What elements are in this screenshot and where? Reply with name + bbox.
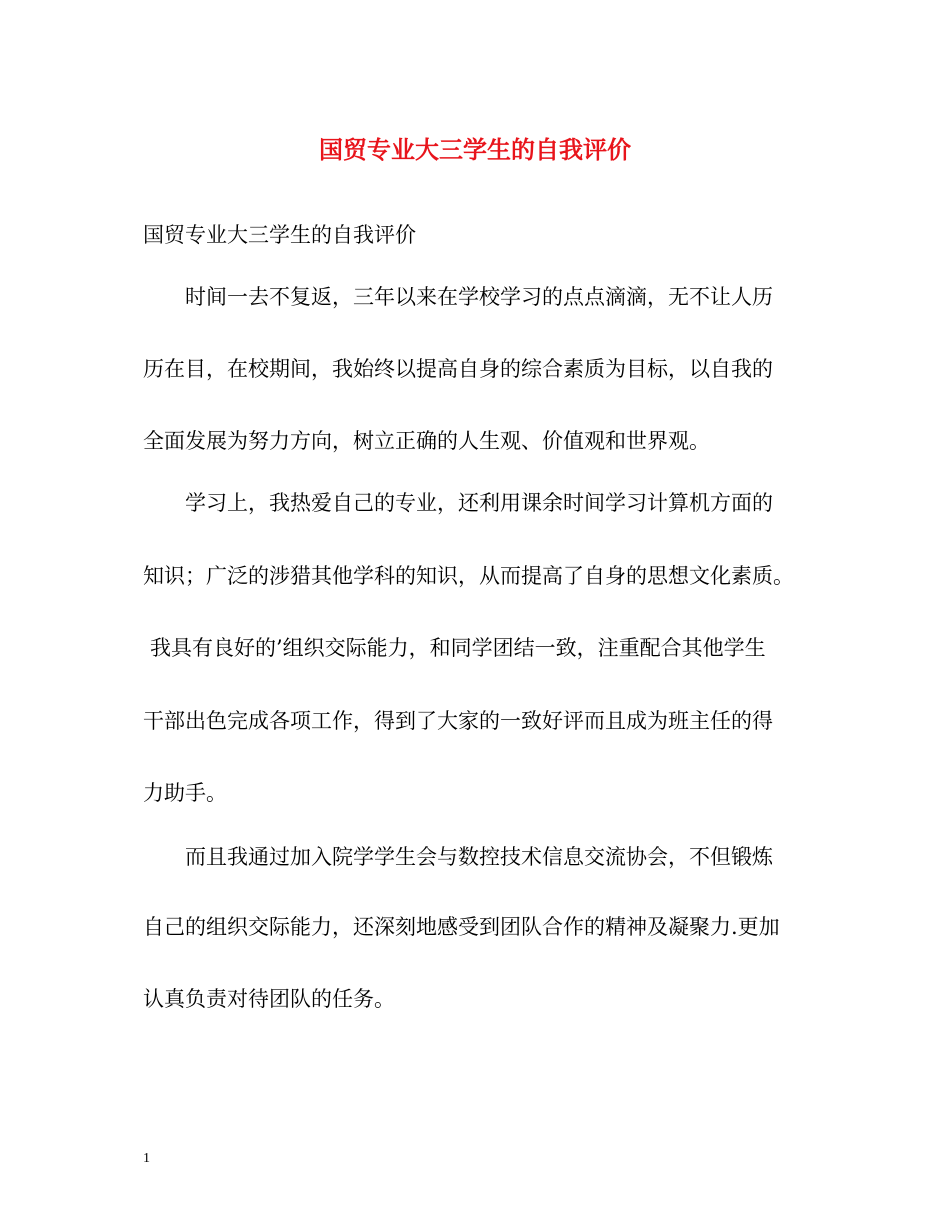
page-number: 1: [143, 1151, 150, 1166]
document-title: 国贸专业大三学生的自我评价: [319, 135, 631, 164]
paragraph-2-line-5: 力助手。: [143, 781, 227, 805]
subtitle-line: 国贸专业大三学生的自我评价: [143, 223, 416, 247]
paragraph-1-line-1: 时间一去不复返，三年以来在学校学习的点点滴滴，无不让人历: [185, 285, 773, 309]
paragraph-3-line-1: 而且我通过加入院学学生会与数控技术信息交流协会，不但锻炼: [185, 845, 773, 869]
paragraph-1-line-3: 全面发展为努力方向，树立正确的人生观、价值观和世界观。: [143, 429, 710, 453]
paragraph-1-line-2: 历在目，在校期间，我始终以提高自身的综合素质为目标，以自我的: [143, 357, 773, 381]
paragraph-3-line-3: 认真负责对待团队的任务。: [143, 987, 395, 1011]
paragraph-2-line-2: 知识；广泛的涉猎其他学科的知识，从而提高了自身的思想文化素质。: [143, 564, 794, 588]
paragraph-2-line-4: 干部出色完成各项工作，得到了大家的一致好评而且成为班主任的得: [143, 709, 773, 733]
paragraph-2-line-1: 学习上，我热爱自己的专业，还利用课余时间学习计算机方面的: [185, 491, 773, 515]
paragraph-2-line-3: 我具有良好的’组织交际能力，和同学团结一致，注重配合其他学生: [150, 636, 766, 660]
paragraph-3-line-2: 自己的组织交际能力，还深刻地感受到团队合作的精神及凝聚力.更加: [143, 915, 780, 939]
